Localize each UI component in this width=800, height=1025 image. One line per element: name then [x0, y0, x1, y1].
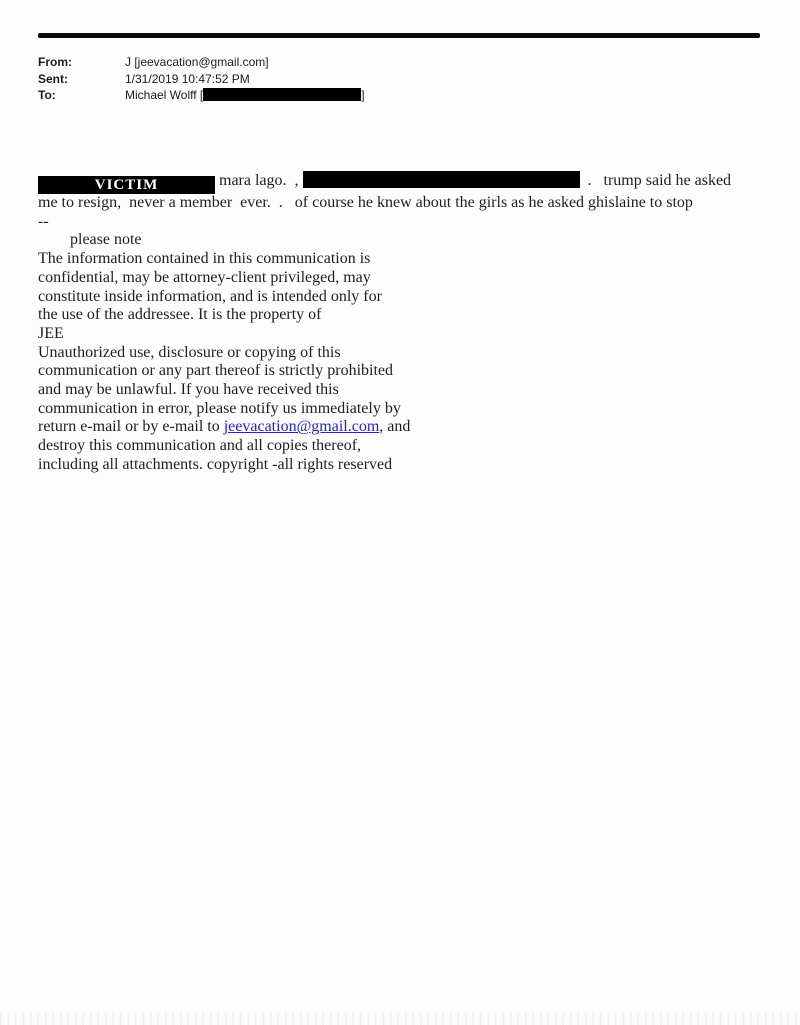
redaction-bar-long	[303, 171, 580, 188]
scan-artifact-ticks	[0, 1013, 800, 1025]
from-label: From:	[38, 55, 72, 69]
to-label: To:	[38, 88, 56, 102]
disclaimer-line: destroy this communication and all copies thereof,	[38, 437, 362, 455]
disclaimer-line: confidential, may be attorney-client privileged, may	[38, 268, 371, 286]
body-line-2: me to resign, never a member ever. . of course he knew about the girls as he asked ghislaine to stop	[38, 194, 693, 211]
to-value	[125, 87, 365, 104]
disclaimer-line: JEE	[38, 324, 64, 342]
disclaimer-line: including all attachments. copyright -all rights reserved	[38, 455, 393, 473]
body-text: return e-mail or by e-mail to	[38, 418, 224, 436]
disclaimer-line: Unauthorized use, disclosure or copying of this	[38, 343, 341, 361]
disclaimer-line: the use of the addressee. It is the property of	[38, 306, 322, 324]
header-separator-bar	[38, 33, 760, 38]
body-line-1	[38, 171, 778, 194]
header-row-sent	[38, 71, 638, 88]
disclaimer-line: communication or any part thereof is strictly prohibited	[38, 362, 394, 380]
disclaimer-line-with-link	[38, 418, 778, 437]
email-address-link[interactable]: jeevacation@gmail.com	[223, 418, 380, 436]
body-text: , and	[379, 418, 411, 436]
from-value: J [jeevacation@gmail.com]	[125, 55, 269, 69]
body-text: . trump said he asked	[579, 172, 732, 189]
to-recipient-name: Michael Wolff [	[125, 88, 204, 102]
sent-label: Sent:	[38, 71, 68, 86]
header-row-from	[38, 54, 638, 71]
disclaimer-line: The information contained in this communication is	[38, 250, 371, 268]
to-closing-bracket: ]	[361, 88, 365, 102]
sent-value: 1/31/2019 10:47:52 PM	[125, 71, 250, 86]
redaction-bar-recipient-address	[203, 88, 361, 101]
please-note-line: please note	[38, 231, 142, 249]
body-text: mara lago. ,	[215, 172, 303, 189]
email-body	[38, 171, 778, 475]
disclaimer-line: and may be unlawful. If you have received this	[38, 381, 339, 399]
header-row-to	[38, 87, 638, 104]
disclaimer-line: constitute inside information, and is intended only for	[38, 287, 382, 305]
victim-label: VICTIM	[94, 177, 159, 193]
email-header	[38, 54, 638, 104]
redaction-bar-victim	[38, 176, 215, 194]
disclaimer-line: communication in error, please notify us immediately by	[38, 399, 401, 417]
body-line-dashes: --	[38, 212, 49, 230]
